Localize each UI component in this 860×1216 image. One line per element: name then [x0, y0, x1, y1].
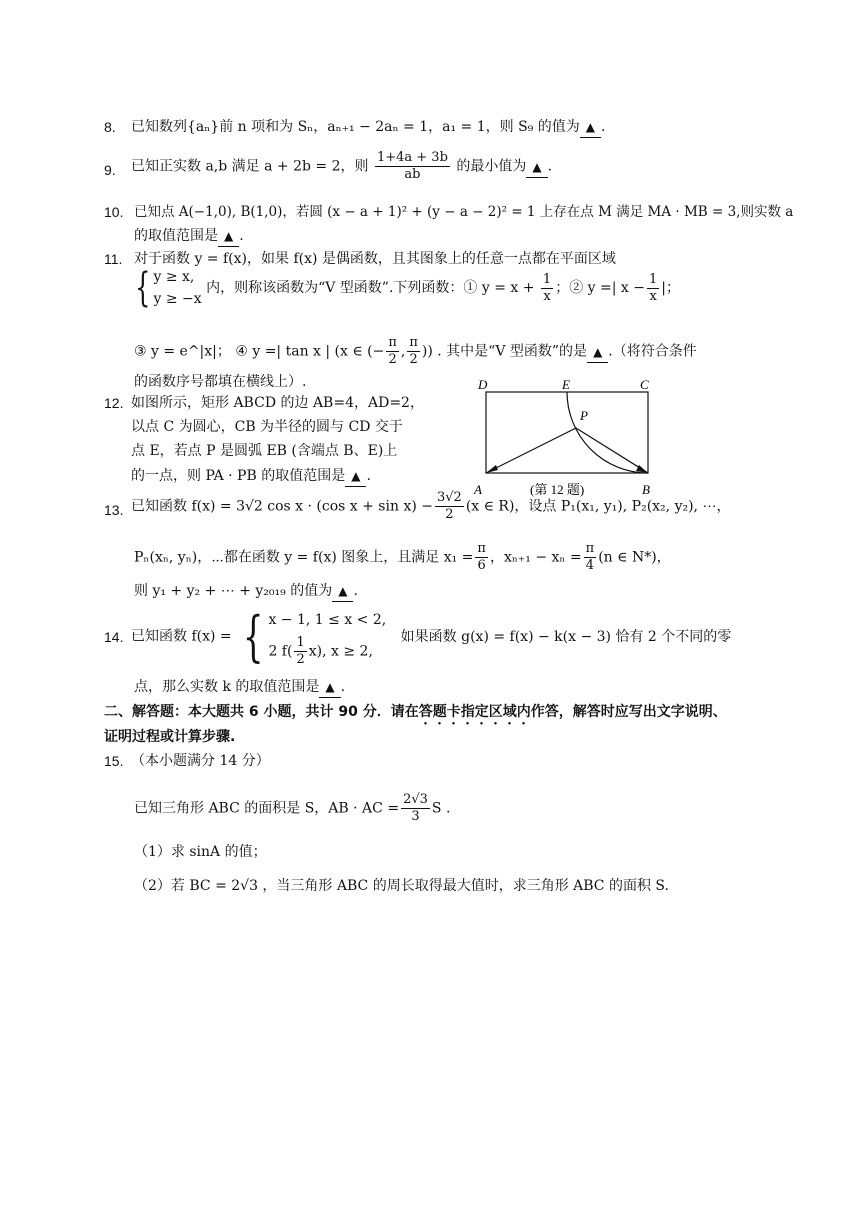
problem-text: 对于函数 y = f(x)，如果 f(x) 是偶函数，且其图象上的任意一点都在平面区域: [134, 251, 616, 267]
problem-number: 8.: [104, 119, 116, 135]
answer-blank: ▲: [319, 677, 340, 698]
label-e: E: [562, 377, 570, 392]
problem-number: 15.: [104, 753, 124, 769]
arrow-a: [486, 465, 498, 473]
segment-pa: [486, 428, 576, 473]
problem-text: 已知正实数 a,b 满足 a + 2b = 2，则 $\frac{1+4a + 3b}{ab}$ 的最小值为 ▲ .: [131, 150, 553, 182]
answer-blank: ▲: [580, 117, 601, 138]
rectangle-arc-figure: [470, 376, 660, 502]
fraction: $\frac{1+4a + 3b}{ab}$: [376, 150, 448, 182]
problem-number: 11.: [104, 251, 123, 267]
label-d: D: [478, 377, 488, 392]
arc-eb: [567, 392, 648, 473]
label-p: P: [580, 408, 588, 423]
answer-blank: ▲: [345, 466, 366, 487]
problem-text: 已知点 A(−1,0), B(1,0)，若圆 (x − a + 1)² + (y − a − 2)² = 1 上存在点 M 满足 MA · MB = 3,则实数 a: [134, 204, 794, 220]
answer-blank: ▲: [587, 342, 608, 363]
problem-text: 已知数列{aₙ}前 n 项和为 Sₙ，aₙ₊₁ − 2aₙ = 1，a₁ = 1，则 S₉ 的值为 ▲ .: [131, 117, 605, 138]
figure-caption: (第 12 题): [530, 482, 585, 497]
label-c: C: [640, 377, 649, 392]
answer-blank: ▲: [526, 157, 547, 178]
inequality-system: y ≥ x, y ≥ −x: [153, 269, 202, 307]
problem-number: 9.: [104, 162, 116, 178]
piecewise-cases: x − 1, 1 ≤ x < 2, 2 f( $\frac{1}{2}$ x), x ≥ 2,: [268, 612, 387, 667]
answer-blank: ▲: [218, 226, 239, 247]
label-b: B: [642, 482, 650, 497]
label-a: A: [474, 482, 482, 497]
segment-pb: [576, 428, 648, 473]
problem-number: 13.: [104, 502, 124, 518]
answer-blank: ▲: [332, 581, 353, 602]
problem-number: 14.: [104, 629, 124, 645]
problem-number: 12.: [104, 395, 124, 411]
problem-number: 10.: [104, 204, 124, 220]
